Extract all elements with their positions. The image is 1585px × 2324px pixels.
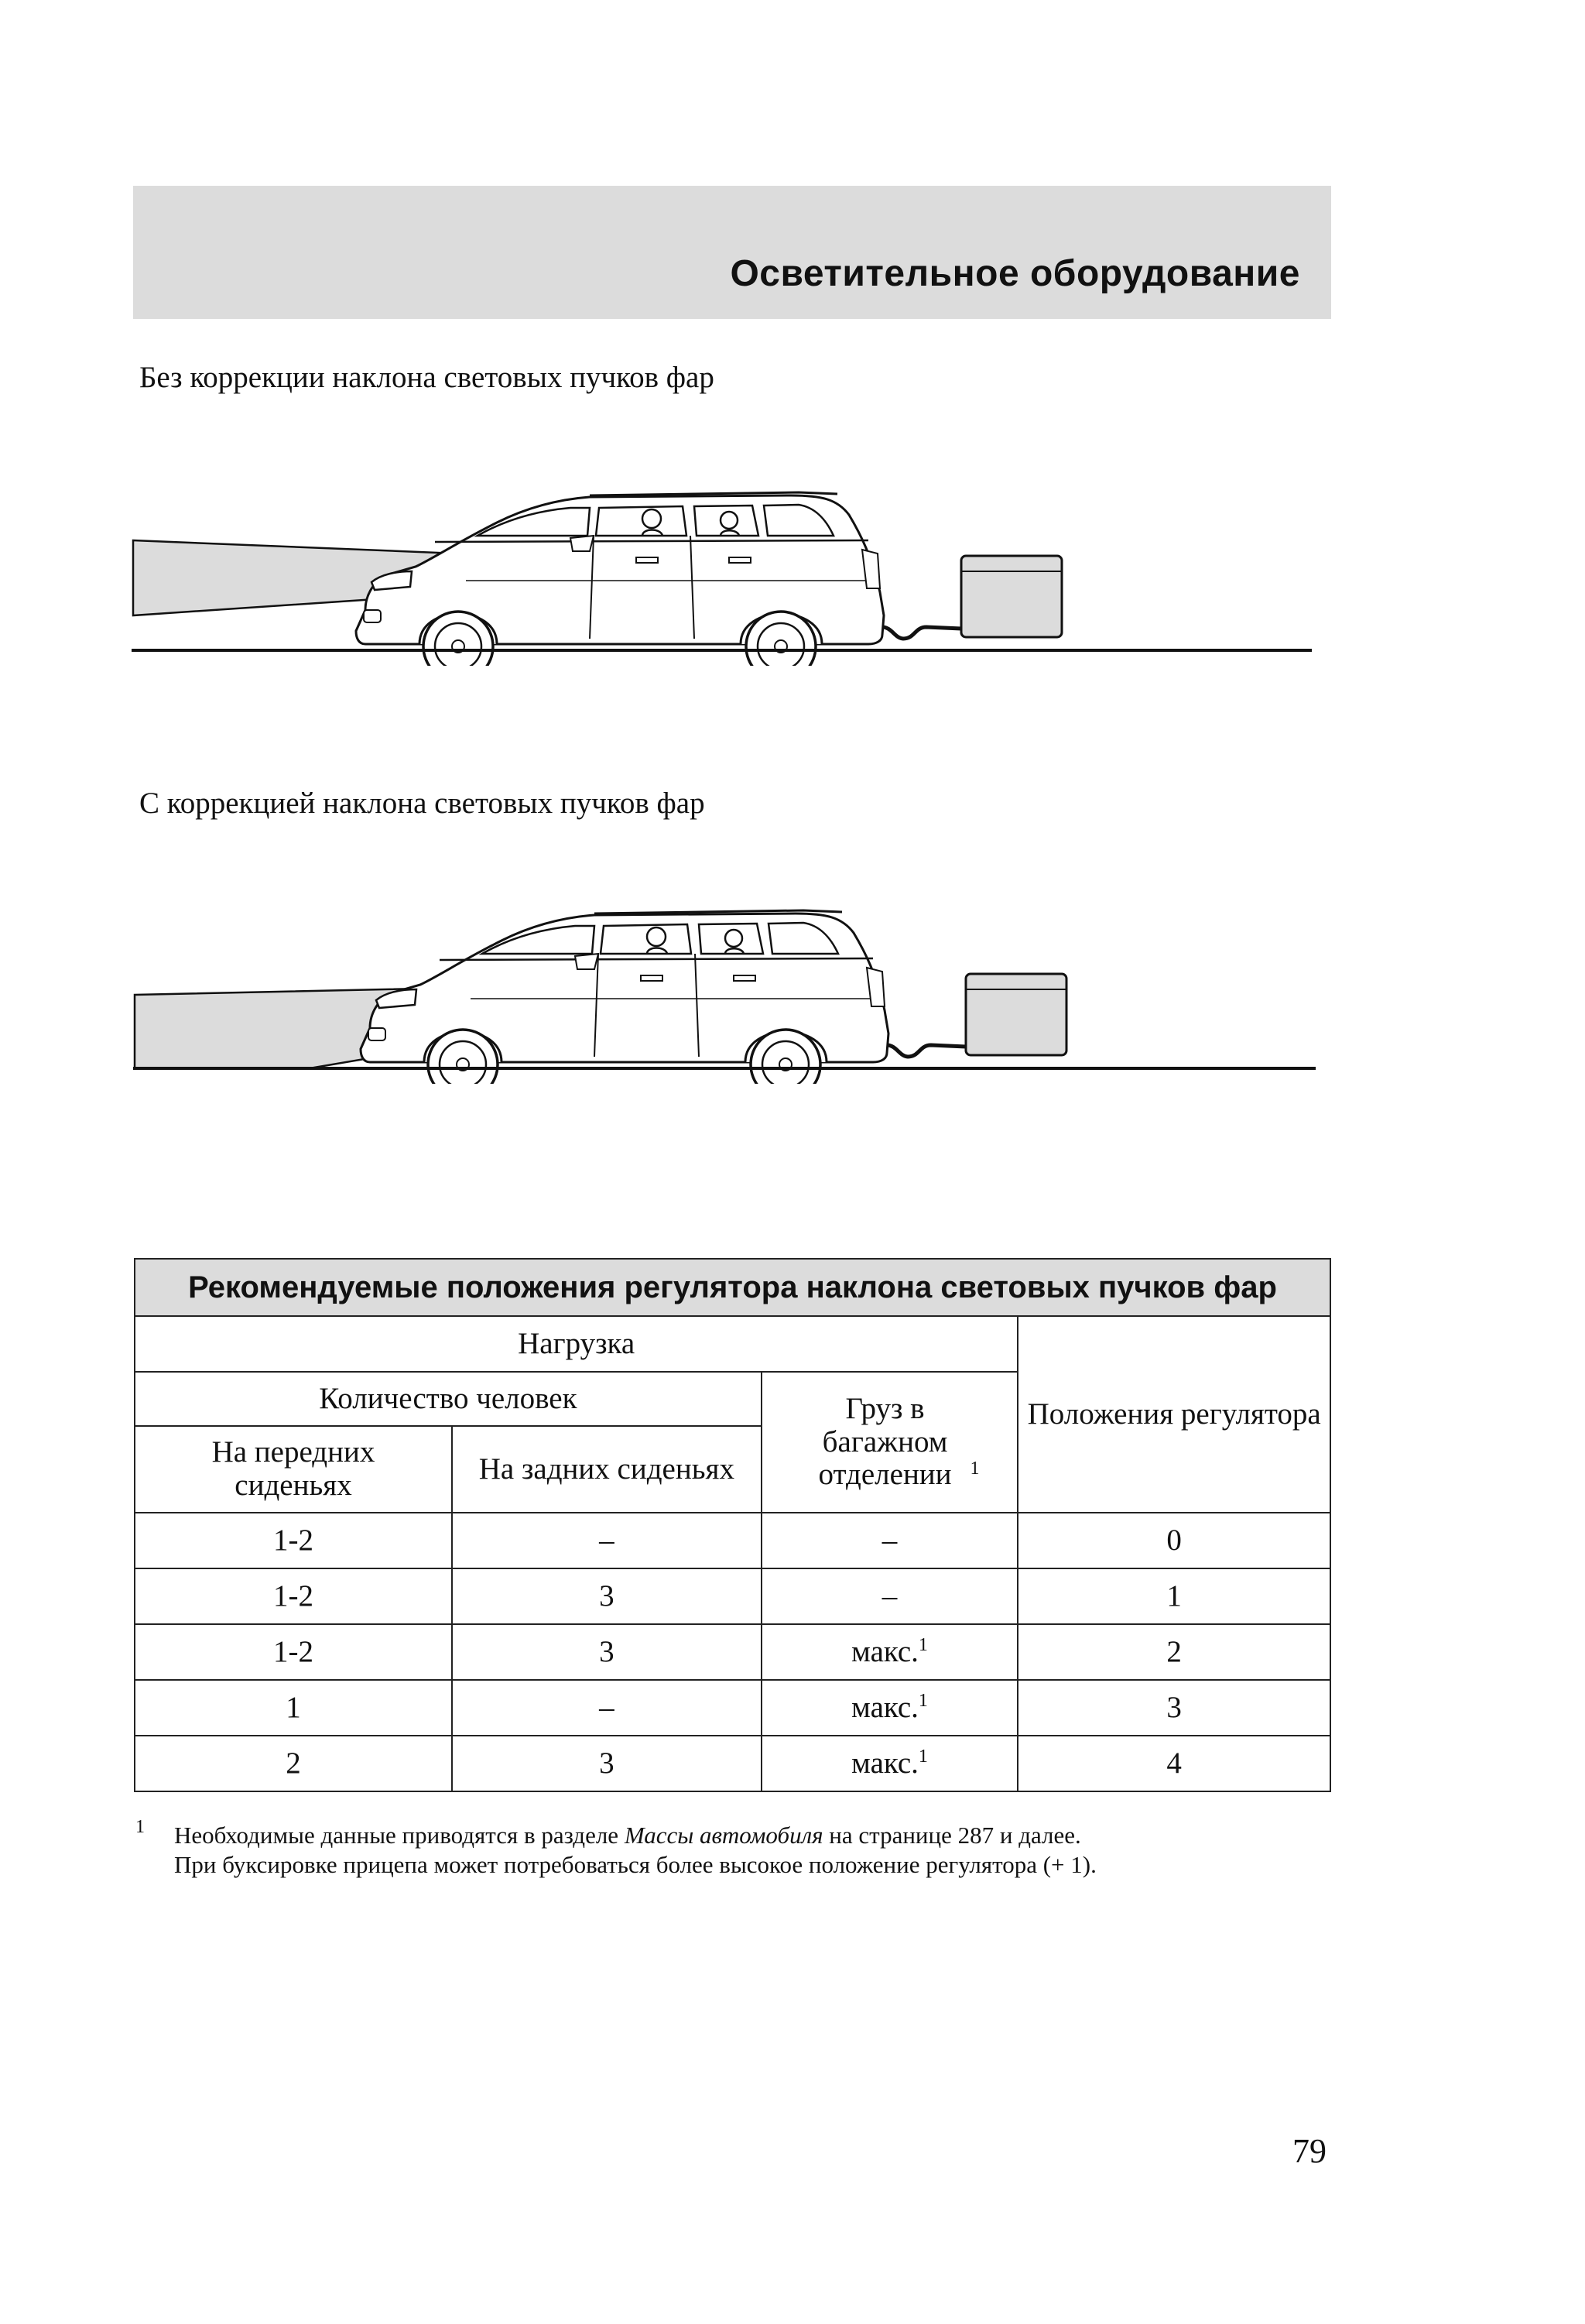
table-title: Рекомендуемые положения регулятора наклона световых пучков фар bbox=[135, 1259, 1330, 1316]
table-row bbox=[135, 1624, 1330, 1680]
cell-position: 3 bbox=[1018, 1680, 1330, 1736]
footnote-line1-start: Необходимые данные приводятся в разделе bbox=[174, 1822, 619, 1849]
headlamp-setting-table bbox=[134, 1258, 1331, 1792]
footnote bbox=[135, 1817, 1097, 1880]
footnote-marker: 1 bbox=[135, 1817, 145, 1837]
cell-position: 4 bbox=[1018, 1736, 1330, 1791]
cell-position: 2 bbox=[1018, 1624, 1330, 1680]
cell-cargo: макс.$^1$ bbox=[762, 1680, 1018, 1736]
cell-front: 2 bbox=[135, 1736, 452, 1791]
section-title: Осветительное оборудование bbox=[730, 253, 1300, 294]
cell-cargo: макс.$^1$ bbox=[762, 1736, 1018, 1791]
footnote-line1-end: на странице 287 и далее. bbox=[829, 1822, 1081, 1849]
cell-cargo: – bbox=[762, 1568, 1018, 1624]
footnote-link-text: Массы автомобиля bbox=[624, 1822, 823, 1849]
section-header bbox=[133, 186, 1331, 319]
figure-caption-uncorrected: Без коррекции наклона световых пучков фар bbox=[139, 361, 714, 394]
illustration-car-uncorrected bbox=[124, 464, 1331, 666]
cell-front: 1-2 bbox=[135, 1624, 452, 1680]
front-seats-header: На передних сиденьях bbox=[135, 1426, 452, 1513]
cell-front: 1 bbox=[135, 1680, 452, 1736]
page-number: 79 bbox=[1292, 2132, 1327, 2170]
figure-caption-corrected: С коррекцией наклона световых пучков фар bbox=[139, 787, 705, 820]
position-header: Положения регулятора bbox=[1018, 1316, 1330, 1513]
cell-cargo: макс.$^1$ bbox=[762, 1624, 1018, 1680]
cargo-header-label: Груз в багажном отделении bbox=[818, 1391, 952, 1492]
cell-front: 1-2 bbox=[135, 1568, 452, 1624]
people-header: Количество человек bbox=[135, 1372, 762, 1426]
cell-rear: – bbox=[452, 1513, 762, 1568]
cell-cargo: – bbox=[762, 1513, 1018, 1568]
load-header: Нагрузка bbox=[135, 1316, 1018, 1372]
illustration-car-corrected bbox=[124, 883, 1331, 1084]
cell-rear: 3 bbox=[452, 1736, 762, 1791]
cell-rear: 3 bbox=[452, 1568, 762, 1624]
footnote-line2: При буксировке прицепа может потребоваться более высокое положение регулятора (+ 1). bbox=[174, 1851, 1097, 1879]
table-row bbox=[135, 1513, 1330, 1568]
rear-seats-header: На задних сиденьях bbox=[452, 1426, 762, 1513]
cell-rear: 3 bbox=[452, 1624, 762, 1680]
table-row bbox=[135, 1568, 1330, 1624]
cell-position: 1 bbox=[1018, 1568, 1330, 1624]
cell-position: 0 bbox=[1018, 1513, 1330, 1568]
table-row bbox=[135, 1680, 1330, 1736]
cell-front: 1-2 bbox=[135, 1513, 452, 1568]
cargo-header-note: 1 bbox=[970, 1458, 980, 1479]
cargo-header bbox=[762, 1372, 1018, 1513]
table-row bbox=[135, 1736, 1330, 1791]
cell-rear: – bbox=[452, 1680, 762, 1736]
